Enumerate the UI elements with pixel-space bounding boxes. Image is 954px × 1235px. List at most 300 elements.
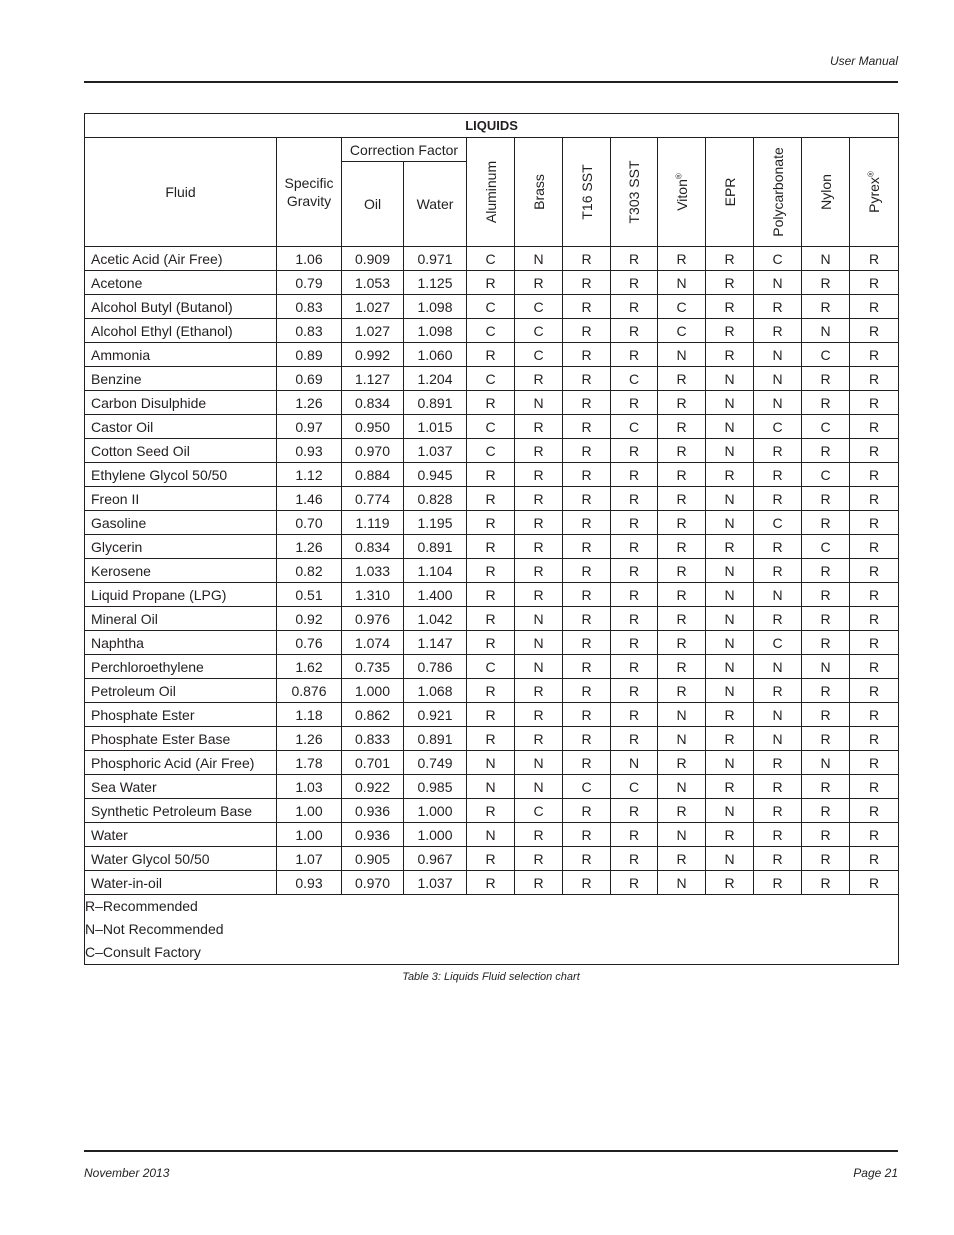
table-cell: R bbox=[658, 559, 706, 583]
fluid-name-cell: Liquid Propane (LPG) bbox=[85, 583, 277, 607]
table-cell: 0.970 bbox=[342, 439, 404, 463]
legend-item-recommended: R–Recommended bbox=[85, 898, 198, 914]
material-name: Aluminum bbox=[482, 160, 499, 224]
table-cell: R bbox=[611, 463, 658, 487]
fluid-name-cell: Castor Oil bbox=[85, 415, 277, 439]
table-cell: 1.26 bbox=[277, 391, 342, 415]
table-cell: C bbox=[467, 655, 515, 679]
fluid-name-cell: Naphtha bbox=[85, 631, 277, 655]
table-cell: R bbox=[467, 271, 515, 295]
table-cell: R bbox=[515, 415, 563, 439]
col-header-sg-line2: Gravity bbox=[286, 193, 332, 209]
table-cell: R bbox=[658, 679, 706, 703]
material-name: Nylon bbox=[817, 174, 834, 210]
table-cell: N bbox=[802, 247, 850, 271]
col-header-oil: Oil bbox=[342, 162, 404, 247]
fluid-name-cell: Petroleum Oil bbox=[85, 679, 277, 703]
table-cell: R bbox=[611, 391, 658, 415]
table-cell: R bbox=[563, 583, 611, 607]
table-cell: 1.000 bbox=[404, 823, 467, 847]
table-cell: R bbox=[850, 655, 899, 679]
table-cell: 0.93 bbox=[277, 439, 342, 463]
table-cell: 0.884 bbox=[342, 463, 404, 487]
table-cell: C bbox=[802, 343, 850, 367]
table-cell: N bbox=[802, 655, 850, 679]
table-cell: N bbox=[515, 607, 563, 631]
table-body bbox=[85, 247, 899, 895]
table-cell: R bbox=[802, 847, 850, 871]
table-cell: R bbox=[658, 367, 706, 391]
table-cell: 1.053 bbox=[342, 271, 404, 295]
col-header-material bbox=[802, 138, 850, 247]
table-cell: 0.945 bbox=[404, 463, 467, 487]
table-row bbox=[85, 799, 899, 823]
table-cell: R bbox=[754, 679, 802, 703]
table-cell: R bbox=[611, 271, 658, 295]
table-cell: N bbox=[515, 391, 563, 415]
table-cell: R bbox=[563, 655, 611, 679]
table-cell: R bbox=[515, 559, 563, 583]
table-cell: 1.033 bbox=[342, 559, 404, 583]
table-cell: 1.060 bbox=[404, 343, 467, 367]
table-row bbox=[85, 247, 899, 271]
table-cell: R bbox=[850, 751, 899, 775]
table-cell: 0.92 bbox=[277, 607, 342, 631]
col-header-material bbox=[515, 138, 563, 247]
table-cell: N bbox=[467, 751, 515, 775]
table-cell: 1.037 bbox=[404, 439, 467, 463]
col-header-material bbox=[850, 138, 899, 247]
fluid-name-cell: Carbon Disulphide bbox=[85, 391, 277, 415]
table-cell: N bbox=[515, 751, 563, 775]
table-cell: R bbox=[515, 463, 563, 487]
table-row bbox=[85, 439, 899, 463]
fluid-name-cell: Ammonia bbox=[85, 343, 277, 367]
table-cell: R bbox=[563, 343, 611, 367]
table-row bbox=[85, 655, 899, 679]
table-cell: R bbox=[563, 871, 611, 895]
table-row bbox=[85, 583, 899, 607]
table-cell: 0.922 bbox=[342, 775, 404, 799]
table-cell: 1.042 bbox=[404, 607, 467, 631]
table-cell: R bbox=[802, 775, 850, 799]
table-cell: C bbox=[467, 439, 515, 463]
material-name: Brass bbox=[530, 174, 547, 210]
table-cell: 0.876 bbox=[277, 679, 342, 703]
table-cell: 1.127 bbox=[342, 367, 404, 391]
table-cell: R bbox=[802, 679, 850, 703]
table-cell: 0.862 bbox=[342, 703, 404, 727]
table-cell: 1.204 bbox=[404, 367, 467, 391]
table-cell: R bbox=[515, 871, 563, 895]
table-cell: R bbox=[706, 319, 754, 343]
table-cell: C bbox=[467, 415, 515, 439]
table-cell: R bbox=[658, 415, 706, 439]
table-cell: R bbox=[850, 295, 899, 319]
table-cell: R bbox=[611, 343, 658, 367]
table-cell: R bbox=[850, 247, 899, 271]
table-cell: R bbox=[802, 727, 850, 751]
table-cell: 0.970 bbox=[342, 871, 404, 895]
table-cell: R bbox=[850, 319, 899, 343]
table-cell: C bbox=[658, 319, 706, 343]
table-cell: 0.976 bbox=[342, 607, 404, 631]
table-cell: R bbox=[611, 631, 658, 655]
table-cell: R bbox=[850, 391, 899, 415]
table-cell: R bbox=[467, 799, 515, 823]
table-cell: R bbox=[611, 487, 658, 511]
table-cell: R bbox=[563, 559, 611, 583]
table-cell: R bbox=[706, 295, 754, 319]
table-cell: N bbox=[754, 583, 802, 607]
table-cell: R bbox=[850, 823, 899, 847]
table-cell: N bbox=[706, 487, 754, 511]
table-cell: R bbox=[802, 607, 850, 631]
table-cell: R bbox=[611, 655, 658, 679]
fluid-name-cell: Glycerin bbox=[85, 535, 277, 559]
material-name: T16 SST bbox=[578, 164, 595, 220]
table-cell: R bbox=[658, 391, 706, 415]
table-cell: N bbox=[515, 247, 563, 271]
table-cell: R bbox=[850, 487, 899, 511]
table-cell: R bbox=[611, 535, 658, 559]
table-cell: R bbox=[515, 367, 563, 391]
table-row bbox=[85, 511, 899, 535]
table-cell: N bbox=[754, 727, 802, 751]
table-cell: 1.18 bbox=[277, 703, 342, 727]
table-cell: R bbox=[706, 727, 754, 751]
table-cell: 1.78 bbox=[277, 751, 342, 775]
table-cell: R bbox=[802, 559, 850, 583]
table-cell: R bbox=[850, 799, 899, 823]
table-cell: 0.749 bbox=[404, 751, 467, 775]
col-header-water: Water bbox=[404, 162, 467, 247]
table-cell: 1.098 bbox=[404, 319, 467, 343]
table-cell: 0.967 bbox=[404, 847, 467, 871]
table-cell: R bbox=[467, 631, 515, 655]
legend-item-not-recommended: N–Not Recommended bbox=[85, 921, 224, 937]
table-cell: C bbox=[467, 247, 515, 271]
table-cell: C bbox=[658, 295, 706, 319]
table-cell: 1.06 bbox=[277, 247, 342, 271]
table-cell: C bbox=[467, 319, 515, 343]
table-cell: 0.936 bbox=[342, 799, 404, 823]
table-cell: N bbox=[706, 751, 754, 775]
fluid-name-cell: Synthetic Petroleum Base bbox=[85, 799, 277, 823]
table-cell: 1.104 bbox=[404, 559, 467, 583]
col-header-material bbox=[467, 138, 515, 247]
table-cell: N bbox=[706, 799, 754, 823]
table-cell: R bbox=[563, 319, 611, 343]
footer-rule bbox=[84, 1150, 898, 1152]
table-cell: R bbox=[802, 703, 850, 727]
table-cell: N bbox=[754, 655, 802, 679]
table-cell: 0.833 bbox=[342, 727, 404, 751]
table-cell: C bbox=[467, 295, 515, 319]
table-cell: R bbox=[563, 631, 611, 655]
table-cell: R bbox=[563, 679, 611, 703]
table-cell: R bbox=[611, 583, 658, 607]
table-cell: N bbox=[706, 367, 754, 391]
table-cell: N bbox=[706, 415, 754, 439]
material-name: Viton bbox=[673, 179, 690, 211]
table-cell: C bbox=[563, 775, 611, 799]
table-cell: R bbox=[658, 799, 706, 823]
liquids-table bbox=[84, 113, 899, 965]
table-cell: 1.125 bbox=[404, 271, 467, 295]
footer-page-number: Page 21 bbox=[853, 1166, 898, 1180]
table-cell: R bbox=[706, 703, 754, 727]
table-cell: R bbox=[611, 511, 658, 535]
table-row bbox=[85, 631, 899, 655]
table-cell: 1.119 bbox=[342, 511, 404, 535]
table-row bbox=[85, 391, 899, 415]
table-cell: R bbox=[706, 343, 754, 367]
table-cell: N bbox=[706, 511, 754, 535]
table-cell: R bbox=[515, 511, 563, 535]
table-cell: R bbox=[563, 751, 611, 775]
table-cell: R bbox=[706, 463, 754, 487]
table-cell: R bbox=[515, 847, 563, 871]
fluid-name-cell: Water-in-oil bbox=[85, 871, 277, 895]
table-cell: R bbox=[754, 871, 802, 895]
table-cell: 0.985 bbox=[404, 775, 467, 799]
table-cell: R bbox=[563, 415, 611, 439]
material-name: Polycarbonate bbox=[769, 147, 786, 237]
table-cell: R bbox=[563, 847, 611, 871]
table-cell: R bbox=[515, 439, 563, 463]
table-cell: R bbox=[850, 607, 899, 631]
table-cell: R bbox=[658, 655, 706, 679]
table-cell: R bbox=[467, 343, 515, 367]
table-cell: R bbox=[658, 511, 706, 535]
table-cell: N bbox=[658, 727, 706, 751]
table-cell: R bbox=[611, 559, 658, 583]
table-row bbox=[85, 415, 899, 439]
fluid-name-cell: Acetone bbox=[85, 271, 277, 295]
table-cell: R bbox=[658, 487, 706, 511]
table-cell: 0.83 bbox=[277, 319, 342, 343]
legend bbox=[85, 895, 899, 965]
table-cell: 0.891 bbox=[404, 727, 467, 751]
material-sup: ® bbox=[673, 173, 683, 180]
table-cell: 0.891 bbox=[404, 391, 467, 415]
table-cell: N bbox=[706, 439, 754, 463]
table-cell: R bbox=[802, 799, 850, 823]
table-cell: R bbox=[754, 559, 802, 583]
table-cell: R bbox=[754, 439, 802, 463]
table-cell: 0.69 bbox=[277, 367, 342, 391]
table-cell: N bbox=[515, 775, 563, 799]
table-row bbox=[85, 559, 899, 583]
table-cell: R bbox=[802, 871, 850, 895]
col-header-material bbox=[563, 138, 611, 247]
table-cell: 1.00 bbox=[277, 823, 342, 847]
table-cell: R bbox=[802, 367, 850, 391]
table-cell: R bbox=[515, 703, 563, 727]
table-cell: 0.774 bbox=[342, 487, 404, 511]
table-row bbox=[85, 775, 899, 799]
table-cell: N bbox=[754, 367, 802, 391]
table-cell: R bbox=[563, 727, 611, 751]
fluid-name-cell: Freon II bbox=[85, 487, 277, 511]
table-row bbox=[85, 535, 899, 559]
table-cell: R bbox=[611, 679, 658, 703]
table-cell: R bbox=[802, 511, 850, 535]
table-cell: R bbox=[611, 727, 658, 751]
table-cell: 1.62 bbox=[277, 655, 342, 679]
header-title: User Manual bbox=[829, 54, 898, 68]
table-cell: N bbox=[658, 343, 706, 367]
table-cell: R bbox=[706, 247, 754, 271]
table-cell: 0.83 bbox=[277, 295, 342, 319]
material-name: EPR bbox=[721, 177, 738, 207]
table-cell: 0.786 bbox=[404, 655, 467, 679]
legend-item-consult-factory: C–Consult Factory bbox=[85, 944, 201, 960]
table-row bbox=[85, 823, 899, 847]
table-cell: R bbox=[563, 511, 611, 535]
table-cell: R bbox=[563, 439, 611, 463]
table-row bbox=[85, 847, 899, 871]
table-cell: R bbox=[611, 799, 658, 823]
table-cell: R bbox=[563, 367, 611, 391]
table-cell: N bbox=[706, 631, 754, 655]
table-cell: R bbox=[467, 463, 515, 487]
table-row bbox=[85, 487, 899, 511]
col-header-material bbox=[658, 138, 706, 247]
table-cell: R bbox=[802, 295, 850, 319]
table-cell: 1.068 bbox=[404, 679, 467, 703]
table-cell: N bbox=[706, 583, 754, 607]
table-cell: 0.834 bbox=[342, 391, 404, 415]
table-cell: 1.037 bbox=[404, 871, 467, 895]
table-cell: C bbox=[754, 247, 802, 271]
table-cell: 1.147 bbox=[404, 631, 467, 655]
table-cell: R bbox=[850, 559, 899, 583]
table-cell: R bbox=[850, 271, 899, 295]
table-row bbox=[85, 343, 899, 367]
table-cell: R bbox=[802, 823, 850, 847]
table-cell: R bbox=[515, 487, 563, 511]
table-cell: R bbox=[611, 295, 658, 319]
table-cell: C bbox=[802, 463, 850, 487]
table-cell: R bbox=[563, 535, 611, 559]
table-cell: 1.07 bbox=[277, 847, 342, 871]
table-cell: R bbox=[802, 439, 850, 463]
fluid-name-cell: Gasoline bbox=[85, 511, 277, 535]
table-cell: N bbox=[706, 391, 754, 415]
table-cell: R bbox=[467, 703, 515, 727]
material-name: Pyrex bbox=[866, 177, 883, 213]
table-cell: N bbox=[515, 631, 563, 655]
footer-date: November 2013 bbox=[84, 1166, 170, 1180]
fluid-name-cell: Phosphate Ester Base bbox=[85, 727, 277, 751]
table-cell: R bbox=[467, 559, 515, 583]
table-cell: R bbox=[563, 799, 611, 823]
table-title: LIQUIDS bbox=[85, 114, 899, 138]
table-cell: R bbox=[706, 823, 754, 847]
table-cell: N bbox=[802, 319, 850, 343]
table-cell: N bbox=[706, 607, 754, 631]
table-cell: C bbox=[802, 535, 850, 559]
table-cell: R bbox=[467, 391, 515, 415]
table-cell: N bbox=[658, 271, 706, 295]
table-cell: R bbox=[802, 487, 850, 511]
table-row bbox=[85, 607, 899, 631]
table-cell: R bbox=[850, 631, 899, 655]
table-cell: R bbox=[611, 439, 658, 463]
table-cell: N bbox=[467, 823, 515, 847]
table-caption: Table 3: Liquids Fluid selection chart bbox=[402, 971, 580, 983]
table-cell: R bbox=[563, 271, 611, 295]
table-row bbox=[85, 871, 899, 895]
table-cell: 0.834 bbox=[342, 535, 404, 559]
table-cell: C bbox=[515, 343, 563, 367]
table-cell: R bbox=[467, 871, 515, 895]
material-sup: ® bbox=[866, 171, 876, 178]
table-row bbox=[85, 727, 899, 751]
table-cell: R bbox=[467, 727, 515, 751]
col-header-sg-line1: Specific bbox=[284, 175, 334, 191]
table-cell: 0.701 bbox=[342, 751, 404, 775]
table-cell: 1.195 bbox=[404, 511, 467, 535]
table-cell: R bbox=[658, 751, 706, 775]
table-row bbox=[85, 463, 899, 487]
table-cell: R bbox=[467, 679, 515, 703]
table-cell: R bbox=[754, 463, 802, 487]
table-cell: 1.015 bbox=[404, 415, 467, 439]
table-cell: N bbox=[706, 559, 754, 583]
table-cell: 1.027 bbox=[342, 319, 404, 343]
table-cell: R bbox=[611, 847, 658, 871]
table-cell: N bbox=[611, 751, 658, 775]
table-cell: 1.46 bbox=[277, 487, 342, 511]
table-cell: R bbox=[658, 583, 706, 607]
table-cell: 1.310 bbox=[342, 583, 404, 607]
table-cell: R bbox=[563, 463, 611, 487]
table-cell: C bbox=[754, 631, 802, 655]
col-header-fluid: Fluid bbox=[85, 138, 277, 247]
table-cell: R bbox=[515, 583, 563, 607]
table-cell: 0.51 bbox=[277, 583, 342, 607]
material-name: T303 SST bbox=[626, 160, 642, 224]
table-cell: R bbox=[850, 703, 899, 727]
table-cell: R bbox=[563, 823, 611, 847]
table-cell: R bbox=[754, 799, 802, 823]
table-cell: R bbox=[850, 463, 899, 487]
table-cell: N bbox=[658, 775, 706, 799]
table-cell: N bbox=[754, 391, 802, 415]
table-cell: 1.26 bbox=[277, 727, 342, 751]
fluid-name-cell: Sea Water bbox=[85, 775, 277, 799]
table-cell: 1.098 bbox=[404, 295, 467, 319]
table-cell: N bbox=[706, 847, 754, 871]
table-cell: R bbox=[611, 823, 658, 847]
table-cell: R bbox=[658, 247, 706, 271]
table-cell: 0.921 bbox=[404, 703, 467, 727]
table-cell: R bbox=[658, 631, 706, 655]
fluid-name-cell: Water Glycol 50/50 bbox=[85, 847, 277, 871]
table-cell: N bbox=[754, 703, 802, 727]
table-cell: R bbox=[850, 415, 899, 439]
fluid-name-cell: Benzine bbox=[85, 367, 277, 391]
table-cell: R bbox=[563, 295, 611, 319]
table-row bbox=[85, 295, 899, 319]
table-cell: 0.82 bbox=[277, 559, 342, 583]
table-cell: R bbox=[850, 439, 899, 463]
table-cell: R bbox=[611, 319, 658, 343]
table-cell: C bbox=[467, 367, 515, 391]
